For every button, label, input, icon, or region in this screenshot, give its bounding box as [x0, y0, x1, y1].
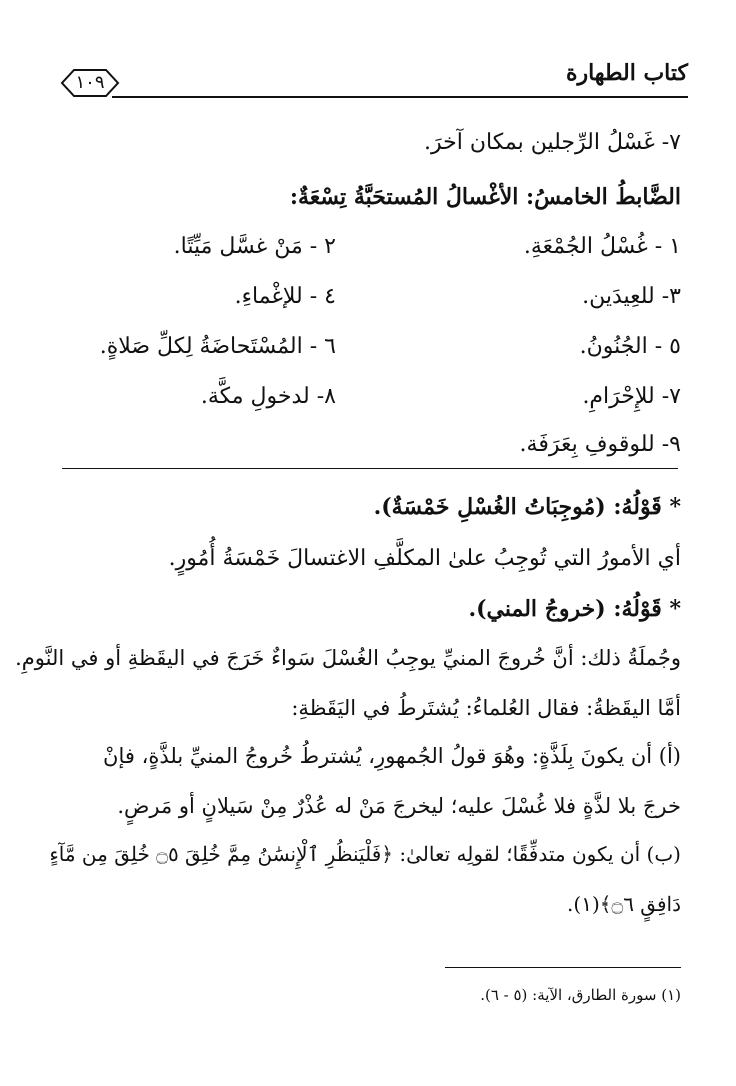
header-rule	[112, 96, 688, 98]
page-number: ١٠٩	[75, 72, 105, 93]
list-item: ٩- للوقوفِ بِعَرَفَة.	[519, 432, 681, 457]
quote-heading: * قَوْلُهُ: (مُوجِبَاتُ الغُسْلِ خَمْسَةٌ).	[373, 494, 681, 520]
list-item: ٢ - مَنْ غسَّل مَيِّتًا.	[173, 234, 336, 259]
list-item: ١ - غُسْلُ الجُمْعَةِ.	[523, 234, 681, 259]
paragraph: وجُملَةُ ذلك: أنَّ خُروجَ المنيِّ يوجِبُ الغُسْلَ سَواءٌ خَرَجَ في اليقَظةِ أو في النَّومِ.	[15, 646, 681, 670]
paragraph: أمَّا اليقَظةُ: فقال العُلماءُ: يُشتَرطُ في اليَقَظةِ:	[291, 696, 681, 720]
list-item: ٤ - للإغْماءِ.	[234, 284, 336, 309]
footnote: (١) سورة الطارق، الآية: (٥ - ٦).	[480, 986, 681, 1004]
paragraph: دَافِقٍ ۝٦﴾(١).	[567, 892, 681, 916]
footnote-rule	[445, 967, 681, 968]
list-item: ٣- للعِيدَين.	[582, 284, 681, 309]
list-item: ٨- لدخولِ مكَّة.	[200, 384, 336, 409]
paragraph: (ب) أن يكون متدفِّقًا؛ لقولِه تعالىٰ: ﴿فَلْيَنظُرِ ٱلْإِنسَٰنُ مِمَّ خُلِقَ ۝٥ خُلِقَ مِن مَّآءٍ	[49, 842, 681, 866]
page-number-badge	[60, 68, 120, 98]
list-item: ٧- للإِحْرَامِ.	[582, 384, 681, 409]
list-item-7-prev: ٧- غَسْلُ الرِّجلين بمكان آخرَ.	[424, 130, 681, 155]
running-title: كتاب الطهارة	[565, 60, 688, 86]
rule-heading: الضَّابطُ الخامسُ: الأغْسالُ المُستحَبَّةُ تِسْعَةٌ:	[289, 184, 681, 210]
paragraph: أي الأمورُ التي تُوجِبُ علىٰ المكلَّفِ الاغتسالَ خَمْسَةُ أُمُورٍ.	[168, 546, 681, 571]
paragraph: (أ) أن يكونَ بِلَذَّةٍ: وهُوَ قولُ الجُمهورِ، يُشترطُ خُروجُ المنيِّ بلذَّةٍ، فإنْ	[103, 744, 681, 768]
paragraph: خرجَ بلا لذَّةٍ فلا غُسْلَ عليه؛ ليخرجَ مَنْ له عُذْرٌ مِنْ سَيلانٍ أو مَرضٍ.	[117, 794, 681, 818]
list-item: ٦ - المُسْتَحاضَةُ لِكلِّ صَلاةٍ.	[99, 334, 336, 359]
list-item: ٥ - الجُنُونُ.	[579, 334, 681, 359]
section-divider	[62, 468, 678, 469]
quote-heading: * قَوْلُهُ: (خروجُ المني).	[468, 596, 681, 622]
